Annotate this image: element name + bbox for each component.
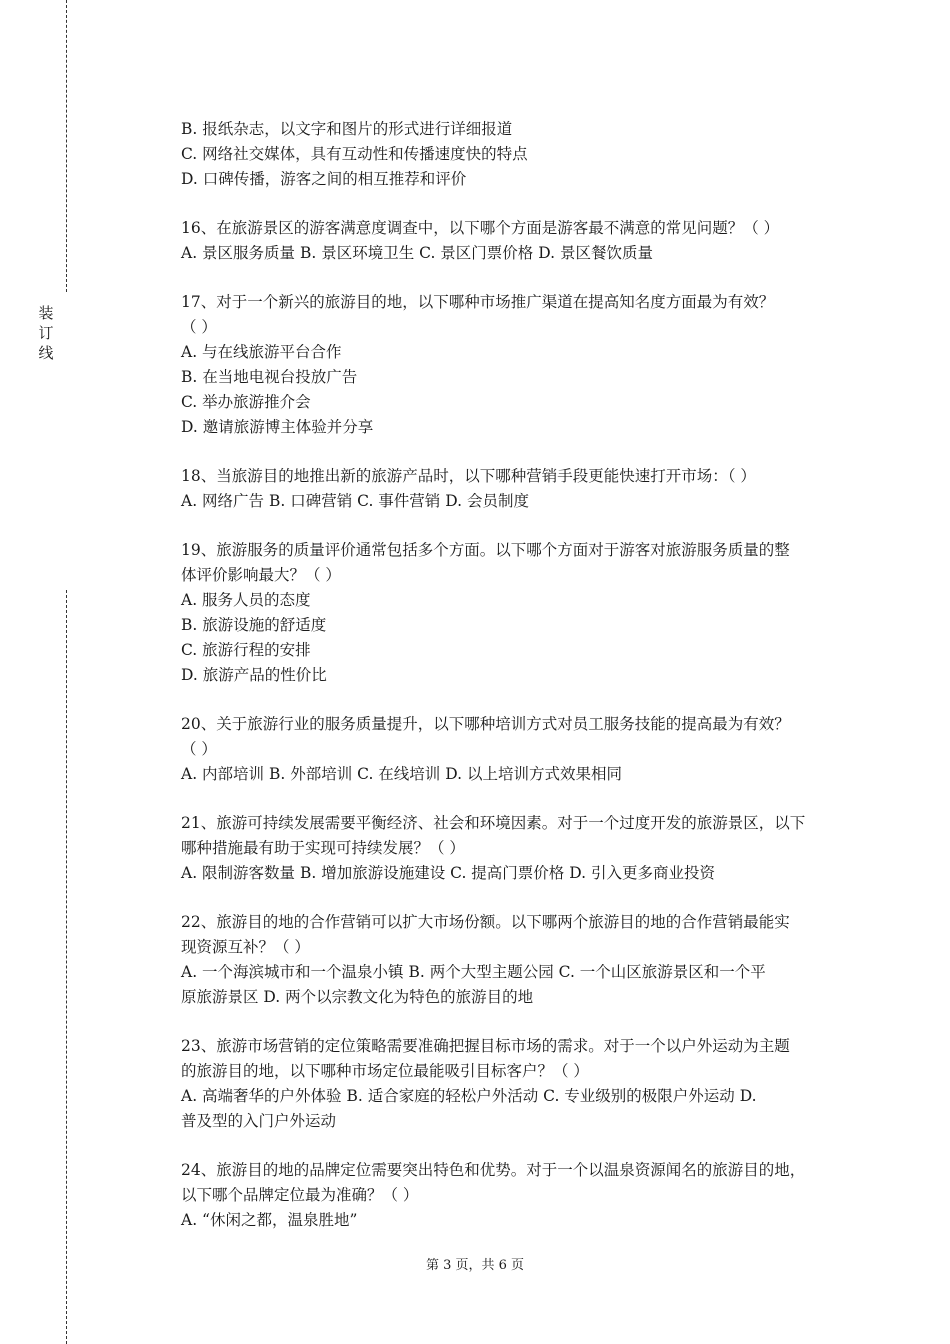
option-line: 原旅游景区 D. 两个以宗教文化为特色的旅游目的地 xyxy=(181,988,534,1006)
question-stem-line: 24、旅游目的地的品牌定位需要突出特色和优势。对于一个以温泉资源闻名的旅游目的地， xyxy=(181,1161,806,1179)
option-line: A. 一个海滨城市和一个温泉小镇 B. 两个大型主题公园 C. 一个山区旅游景区和一个平 xyxy=(181,963,766,981)
binding-dashed-line-bottom xyxy=(66,590,67,1344)
option-line: B. 旅游设施的舒适度 xyxy=(181,616,327,634)
option-line: A. 内部培训 B. 外部培训 C. 在线培训 D. 以上培训方式效果相同 xyxy=(181,765,622,783)
question-stem-line: 以下哪个品牌定位最为准确？（ ） xyxy=(181,1186,419,1204)
option-line: C. 举办旅游推介会 xyxy=(181,393,311,411)
option-line: 普及型的入门户外运动 xyxy=(181,1112,337,1130)
question-stem-line: 现资源互补？（ ） xyxy=(181,938,310,956)
question-spacer xyxy=(181,192,851,216)
question-stem-line: 体评价影响最大？（ ） xyxy=(181,566,341,584)
question-spacer xyxy=(181,266,851,290)
question-spacer xyxy=(181,886,851,910)
question-stem-line: （ ） xyxy=(181,318,217,336)
question-spacer xyxy=(181,514,851,538)
option-line: A. 与在线旅游平台合作 xyxy=(181,343,342,361)
binding-label-char: 装 xyxy=(38,304,54,322)
option-line: A. 高端奢华的户外体验 B. 适合家庭的轻松户外活动 C. 专业级别的极限户外运动 D. xyxy=(181,1087,757,1105)
option-line: A. “休闲之都，温泉胜地” xyxy=(181,1211,358,1229)
question-spacer xyxy=(181,1134,851,1158)
question-stem-line: 的旅游目的地，以下哪种市场定位最能吸引目标客户？（ ） xyxy=(181,1062,589,1080)
page-footer: 第 3 页，共 6 页 xyxy=(425,1258,525,1273)
question-stem-line: 21、旅游可持续发展需要平衡经济、社会和环境因素。对于一个过度开发的旅游景区，以下 xyxy=(181,814,806,832)
option-line: C. 网络社交媒体，具有互动性和传播速度快的特点 xyxy=(181,145,528,163)
option-line: B. 报纸杂志，以文字和图片的形式进行详细报道 xyxy=(181,120,513,138)
binding-label-char: 线 xyxy=(38,344,54,362)
question-stem-line: 23、旅游市场营销的定位策略需要准确把握目标市场的需求。对于一个以户外运动为主题 xyxy=(181,1037,790,1055)
option-line: A. 服务人员的态度 xyxy=(181,591,311,609)
question-stem-line: 哪种措施最有助于实现可持续发展？（ ） xyxy=(181,839,465,857)
binding-label xyxy=(36,303,56,363)
option-line: D. 旅游产品的性价比 xyxy=(181,666,327,684)
binding-dashed-line-top xyxy=(66,0,67,292)
option-line: D. 口碑传播，游客之间的相互推荐和评价 xyxy=(181,170,467,188)
option-line: D. 邀请旅游博主体验并分享 xyxy=(181,418,374,436)
binding-label-char: 订 xyxy=(38,324,54,342)
question-stem-line: 19、旅游服务的质量评价通常包括多个方面。以下哪个方面对于游客对旅游服务质量的整 xyxy=(181,541,790,559)
exam-content xyxy=(181,117,851,1233)
question-spacer xyxy=(181,688,851,712)
question-stem-line: 22、旅游目的地的合作营销可以扩大市场份额。以下哪两个旅游目的地的合作营销最能实 xyxy=(181,913,790,931)
question-spacer xyxy=(181,1010,851,1034)
question-stem-line: 20、关于旅游行业的服务质量提升，以下哪种培训方式对员工服务技能的提高最为有效？ xyxy=(181,715,790,733)
option-line: A. 景区服务质量 B. 景区环境卫生 C. 景区门票价格 D. 景区餐饮质量 xyxy=(181,244,653,262)
question-spacer xyxy=(181,787,851,811)
option-line: B. 在当地电视台投放广告 xyxy=(181,368,358,386)
option-line: C. 旅游行程的安排 xyxy=(181,641,311,659)
question-stem-line: 17、对于一个新兴的旅游目的地，以下哪种市场推广渠道在提高知名度方面最为有效？ xyxy=(181,293,775,311)
question-spacer xyxy=(181,440,851,464)
question-stem-line: （ ） xyxy=(181,740,217,758)
option-line: A. 网络广告 B. 口碑营销 C. 事件营销 D. 会员制度 xyxy=(181,492,529,510)
option-line: A. 限制游客数量 B. 增加旅游设施建设 C. 提高门票价格 D. 引入更多商业投资 xyxy=(181,864,715,882)
question-stem-line: 16、在旅游景区的游客满意度调查中，以下哪个方面是游客最不满意的常见问题？（ ） xyxy=(181,219,780,237)
question-stem-line: 18、当旅游目的地推出新的旅游产品时，以下哪种营销手段更能快速打开市场：（ ） xyxy=(181,467,756,485)
